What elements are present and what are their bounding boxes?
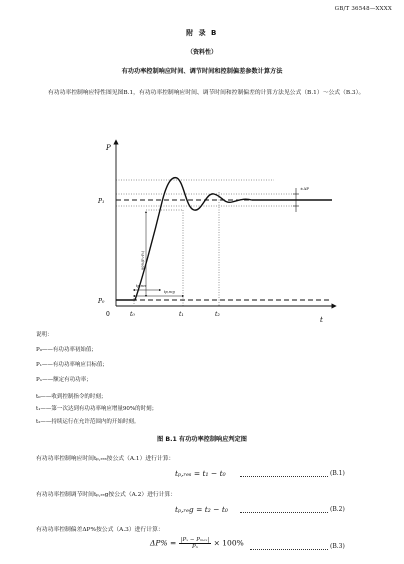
- formula-b1-number: (B.1): [330, 470, 345, 477]
- response-figure: [84, 130, 346, 332]
- formula-intro-b3: 有功功率控制偏差ΔP%按公式（A.3）进行计算：: [36, 527, 164, 533]
- legend-title: 说明：: [36, 332, 53, 338]
- tp-res-label: tp,res: [136, 284, 147, 288]
- formula-b2-number: (B.2): [330, 506, 345, 513]
- leader-dots: [250, 549, 328, 550]
- x-axis-label: t: [320, 316, 323, 324]
- rise-label: 90%(P₁-P₀): [141, 250, 145, 270]
- y-axis-label: P: [106, 144, 111, 152]
- formula-b3-number: (B.3): [330, 543, 345, 550]
- legend-item: t₁——第一次达到有功功率响应增量90%的时刻；: [36, 406, 158, 412]
- legend-item: P₀——有功功率初始值；: [36, 347, 97, 353]
- standard-number: GB/T 36548—XXXX: [334, 6, 392, 12]
- p1-label: P₁: [98, 198, 105, 205]
- origin-label: 0: [106, 311, 110, 318]
- appendix-title: 附 录 B: [186, 29, 218, 37]
- section-title: 有功功率控制响应时间、调节时间和控制偏差参数计算方法: [121, 68, 283, 75]
- leader-dots: [240, 512, 328, 513]
- formula-b3-tail: × 100%: [213, 538, 244, 548]
- formula-b2-rhs: = t₂ − t₀: [196, 505, 228, 514]
- t1-label: t₁: [179, 311, 184, 318]
- legend-item: t₂——持续运行在允许范围内的开始时刻。: [36, 419, 140, 425]
- formula-b3-numerator: |Pₓ − Pₘₐₓ|: [180, 537, 210, 543]
- formula-b1-rhs: = t₁ − t₀: [193, 469, 226, 478]
- intro-paragraph: 有功功率控制响应特性图见图B.1，有功功率控制响应时间、调节时间和控制偏差的计算方法见公式（B.1）～公式（B.3）。: [48, 90, 365, 96]
- formula-intro-b2: 有功功率控制调节时间tₚ,ᵣₑg按公式（A.2）进行计算：: [36, 492, 177, 498]
- p0-label: P₀: [98, 298, 105, 305]
- t0-label: t₀: [130, 311, 135, 318]
- response-curve: [116, 178, 332, 300]
- legend-item: t₀——收到控制指令的时刻；: [36, 394, 107, 400]
- formula-b1-lhs: tₚ,ᵣₑₛ: [175, 469, 192, 478]
- formula-b3-lhs: ΔP%: [150, 538, 168, 548]
- formula-b3: ΔP% = $\frac{\text{|Pₓ − Pₘₐₓ|}}{\text{Pₙ}}$ × 100%: [150, 537, 244, 550]
- t2-label: t₂: [215, 311, 220, 318]
- formula-b3-fraction: [179, 537, 212, 550]
- leader-dots: [240, 476, 328, 477]
- figure-caption: 图 B.1 有功功率控制响应判定图: [157, 436, 247, 443]
- formula-b2: [175, 505, 228, 514]
- formula-intro-b1: 有功功率控制响应时间tₚ,ᵣₑₛ按公式（A.1）进行计算：: [36, 456, 175, 462]
- tp-reg-label: tp,reg: [164, 290, 175, 294]
- legend-item: P₁——有功功率响应目标值；: [36, 362, 108, 368]
- formula-b1: [175, 469, 226, 478]
- appendix-normative-label: （资料性）: [186, 49, 217, 56]
- formula-b2-lhs: tₚ,ᵣₑg: [175, 505, 194, 514]
- response-diagram: [84, 130, 346, 332]
- band-label: ±ΔP: [300, 186, 309, 191]
- formula-b3-denominator: Pₙ: [191, 544, 198, 550]
- legend-item: Pₙ——额定有功功率；: [36, 377, 92, 383]
